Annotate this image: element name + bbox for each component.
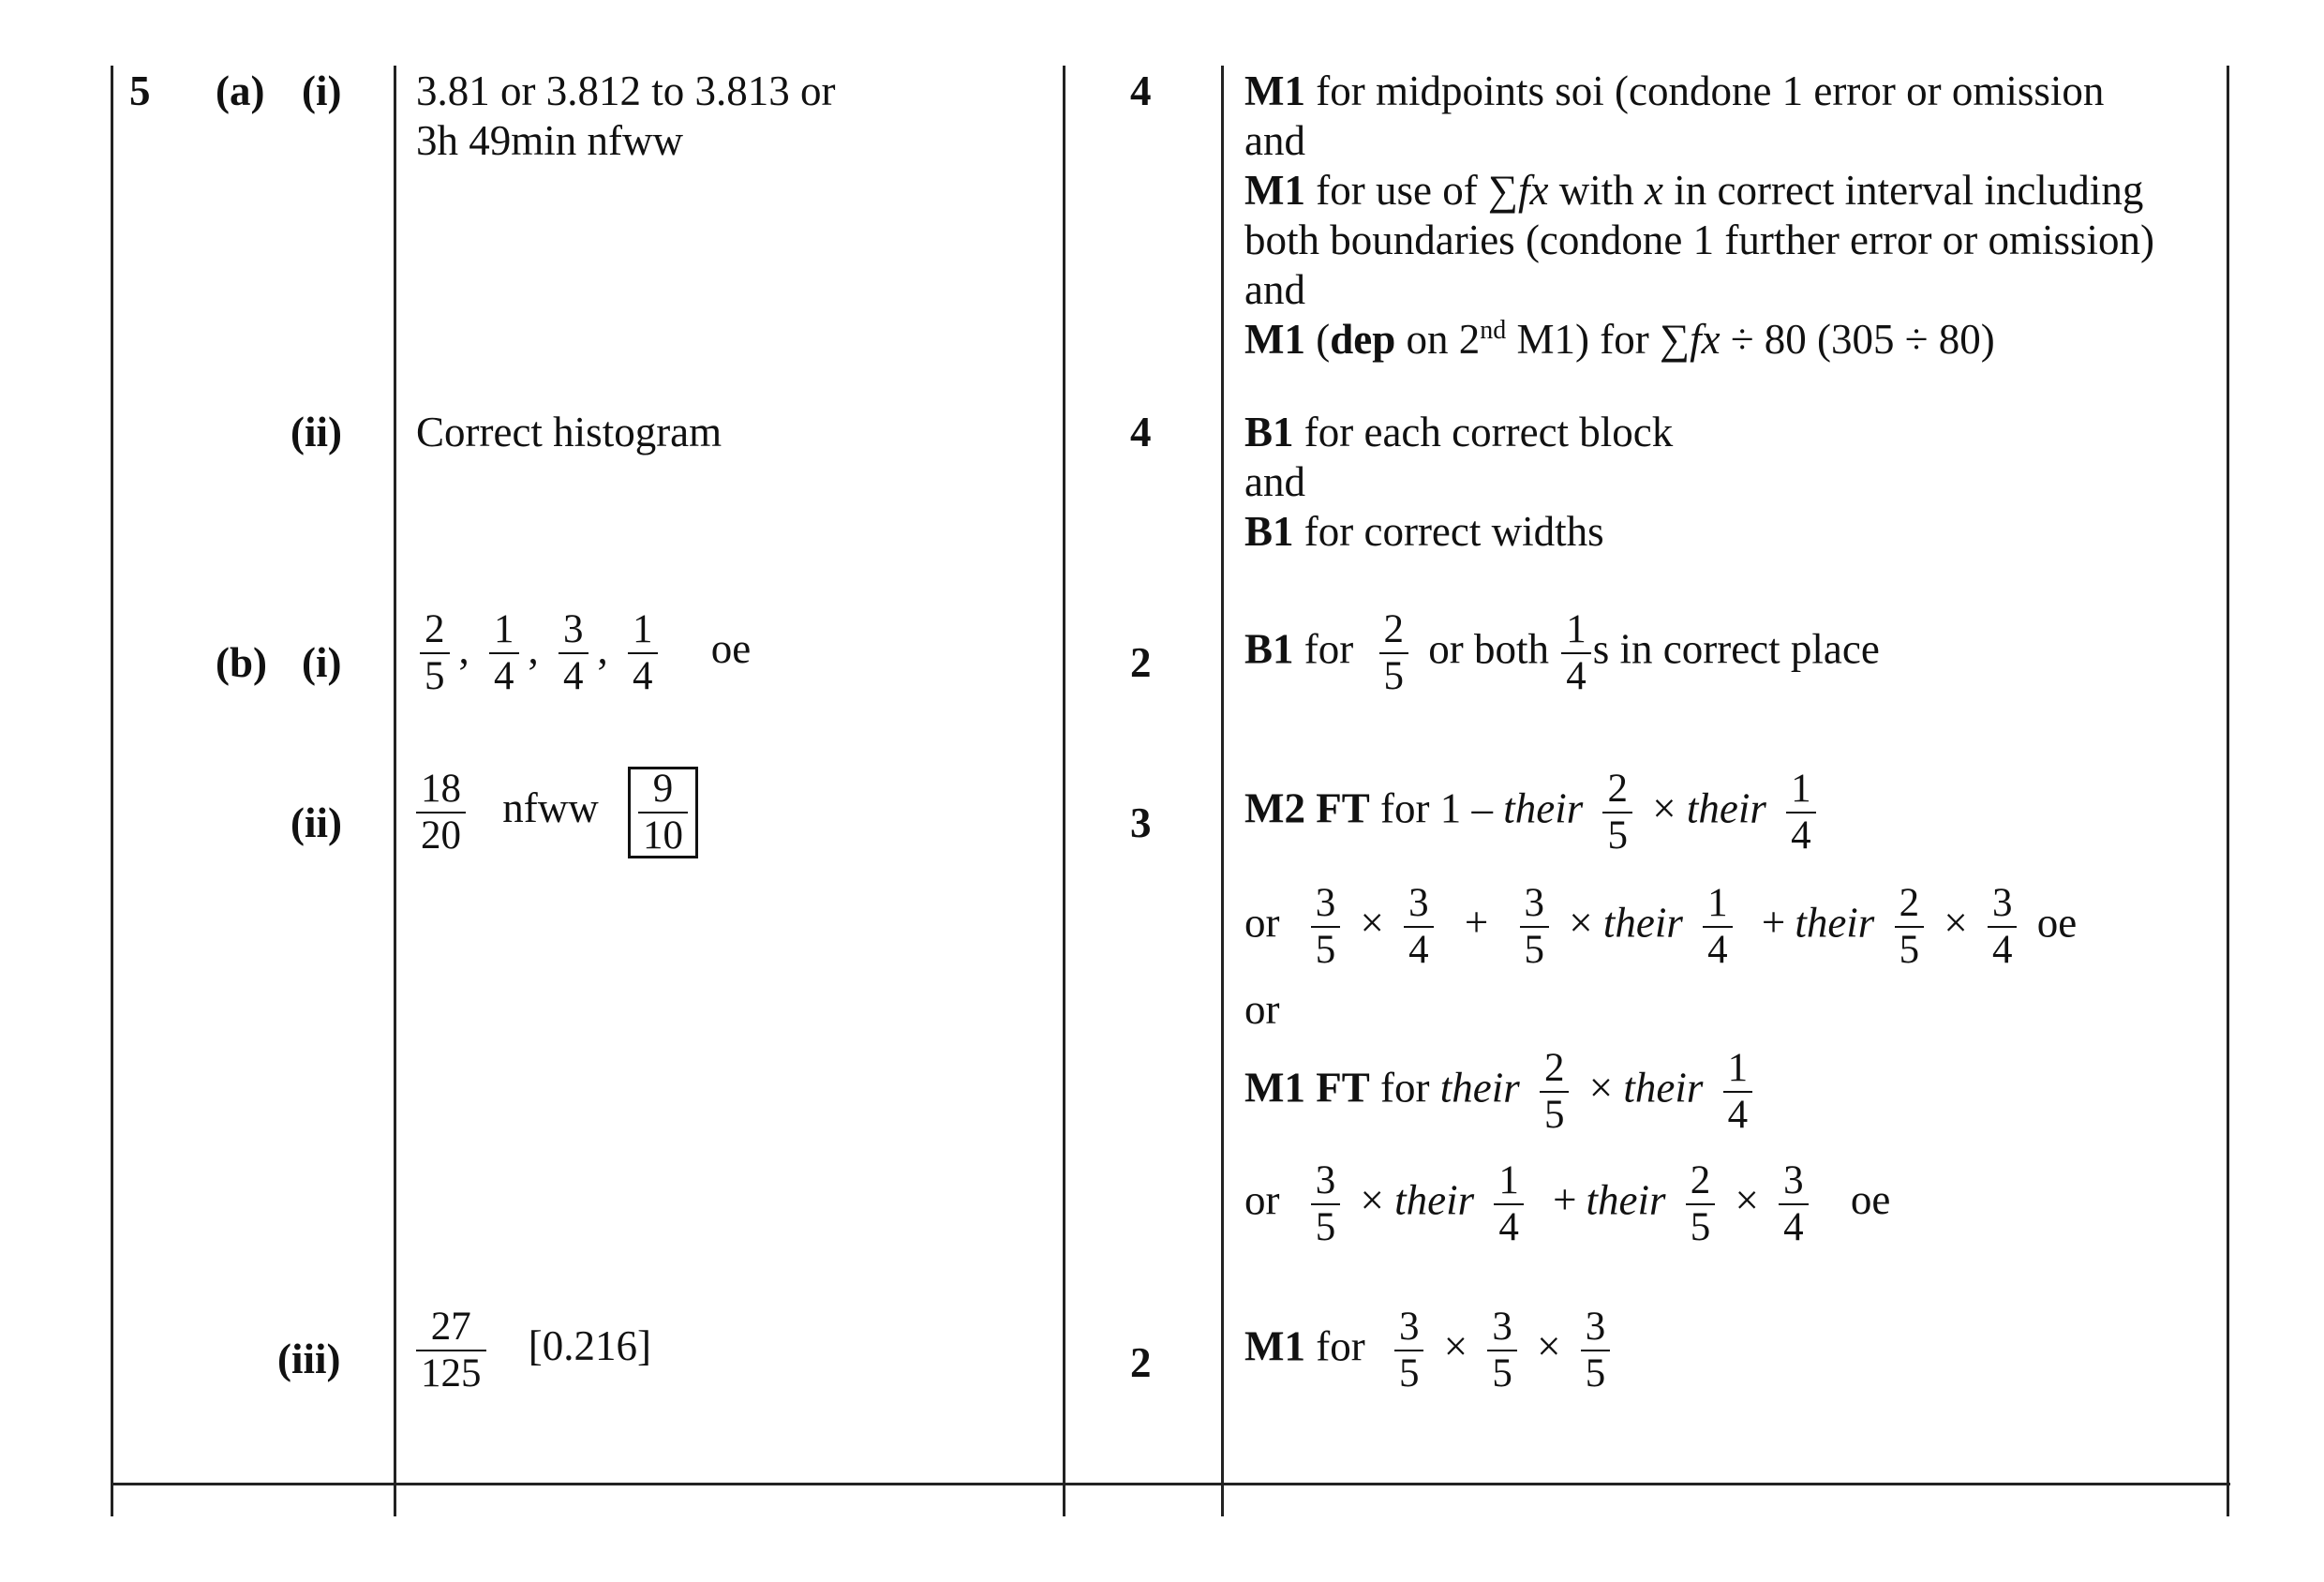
part-b-iii-label: (iii) [277, 1336, 341, 1382]
guidance-a-ii-line2: and [1244, 458, 1305, 505]
guidance-a-ii-line3: B1 for correct widths [1244, 508, 1604, 555]
answer-b-iii: $\frac{27}{125}$ [0.216] [416, 1305, 651, 1396]
fraction: $\frac{1}{4}$ [1786, 767, 1816, 858]
part-a-ii-label: (ii) [290, 409, 342, 455]
fraction: $\frac{2}{5}$ [420, 607, 450, 699]
fraction: $\frac{18}{20}$ [416, 767, 466, 858]
table-border-left [111, 66, 113, 1516]
marks-b-i: 2 [1130, 639, 1152, 686]
fraction: $\frac{3}{5}$ [1487, 1305, 1517, 1396]
fraction: $\frac{27}{125}$ [416, 1305, 486, 1396]
bracketed-equivalent: $\frac{9}{10}$ [628, 767, 698, 858]
guidance-a-i-line4: both boundaries (condone 1 further error or omission) [1244, 216, 2154, 263]
marks-a-i: 4 [1130, 67, 1152, 114]
answer-b-i: $\frac{2}{5}$ , $\frac{1}{4}$ , $\frac{3}{4}$ , $\frac{1}{4}$ oe [410, 607, 751, 699]
answer-a-i-line1: 3.81 or 3.812 to 3.813 or [416, 67, 836, 114]
column-divider-answer [394, 66, 396, 1516]
guidance-b-iii: M1 for $\frac{3}{5}$ × $\frac{3}{5}$ × $\frac{3}{5}$ [1244, 1305, 1619, 1396]
guidance-b-ii-line5: or $\frac{3}{5}$ × their $\frac{1}{4}$ + their $\frac{2}{5}$ × $\frac{3}{4}$ oe [1244, 1158, 1891, 1249]
part-b-ii-label: (ii) [290, 799, 342, 846]
guidance-a-i-line1: M1 for midpoints soi (condone 1 error or omission [1244, 67, 2105, 114]
fraction: $\frac{2}{5}$ [1540, 1046, 1570, 1138]
guidance-a-i-line6: M1 (dep on 2nd M1) for ∑fx ÷ 80 (305 ÷ 80) [1244, 316, 1995, 363]
part-b-i-label: (i) [302, 639, 342, 686]
fraction: $\frac{3}{5}$ [1581, 1305, 1611, 1396]
guidance-b-ii-or: or [1244, 986, 1280, 1033]
fraction: $\frac{1}{4}$ [1723, 1046, 1753, 1138]
marks-b-ii: 3 [1130, 799, 1152, 846]
answer-a-i-line2: 3h 49min nfww [416, 117, 683, 164]
row-divider [111, 1483, 2230, 1485]
answer-b-ii: $\frac{18}{20}$ nfww $\frac{9}{10}$ [416, 767, 698, 858]
answer-a-ii: Correct histogram [416, 409, 723, 455]
fraction: $\frac{2}{5}$ [1686, 1158, 1716, 1250]
part-a-label: (a) [216, 67, 265, 114]
fraction: $\frac{1}{4}$ [489, 607, 519, 699]
fraction: $\frac{3}{5}$ [1311, 1158, 1341, 1250]
guidance-a-i-line3: M1 for use of ∑fx with x in correct interval including [1244, 167, 2144, 214]
guidance-b-ii-line1: M2 FT for 1 – their $\frac{2}{5}$ × their $\frac{1}{4}$ [1244, 767, 1825, 858]
column-divider-marks [1063, 66, 1065, 1516]
guidance-a-i-line5: and [1244, 266, 1305, 313]
fraction: $\frac{3}{4}$ [1779, 1158, 1809, 1250]
fraction: $\frac{3}{5}$ [1520, 881, 1550, 973]
question-number: 5 [129, 67, 151, 114]
fraction: $\frac{2}{5}$ [1602, 767, 1632, 858]
marks-b-iii: 2 [1130, 1339, 1152, 1386]
guidance-b-ii-line4: M1 FT for their $\frac{2}{5}$ × their $\frac{1}{4}$ [1244, 1046, 1762, 1138]
column-divider-guidance [1221, 66, 1224, 1516]
fraction: $\frac{3}{5}$ [1394, 1305, 1424, 1396]
guidance-b-i: B1 for $\frac{2}{5}$ or both $\frac{1}{4}$ s in correct place [1244, 607, 1880, 698]
fraction: $\frac{2}{5}$ [1379, 607, 1409, 699]
fraction: $\frac{1}{4}$ [1494, 1158, 1524, 1250]
guidance-b-ii-line2: or $\frac{3}{5}$ × $\frac{3}{4}$ + $\frac{3}{5}$ × their $\frac{1}{4}$ + their $\frac{2}{5}$ × $\frac{3}{4}$ oe [1244, 881, 2078, 972]
table-border-right [2227, 66, 2229, 1516]
fraction: $\frac{3}{4}$ [1404, 881, 1434, 973]
fraction: $\frac{2}{5}$ [1895, 881, 1925, 973]
fraction: $\frac{3}{4}$ [559, 607, 588, 699]
fraction: $\frac{1}{4}$ [1703, 881, 1733, 973]
marks-a-ii: 4 [1130, 409, 1152, 455]
part-a-i-label: (i) [302, 67, 342, 114]
fraction: $\frac{3}{4}$ [1988, 881, 2018, 973]
fraction: $\frac{3}{5}$ [1311, 881, 1341, 973]
guidance-a-ii-line1: B1 for each correct block [1244, 409, 1674, 455]
fraction: $\frac{1}{4}$ [1561, 607, 1591, 699]
guidance-a-i-line2: and [1244, 117, 1305, 164]
fraction: $\frac{1}{4}$ [628, 607, 658, 699]
part-b-label: (b) [216, 639, 267, 686]
